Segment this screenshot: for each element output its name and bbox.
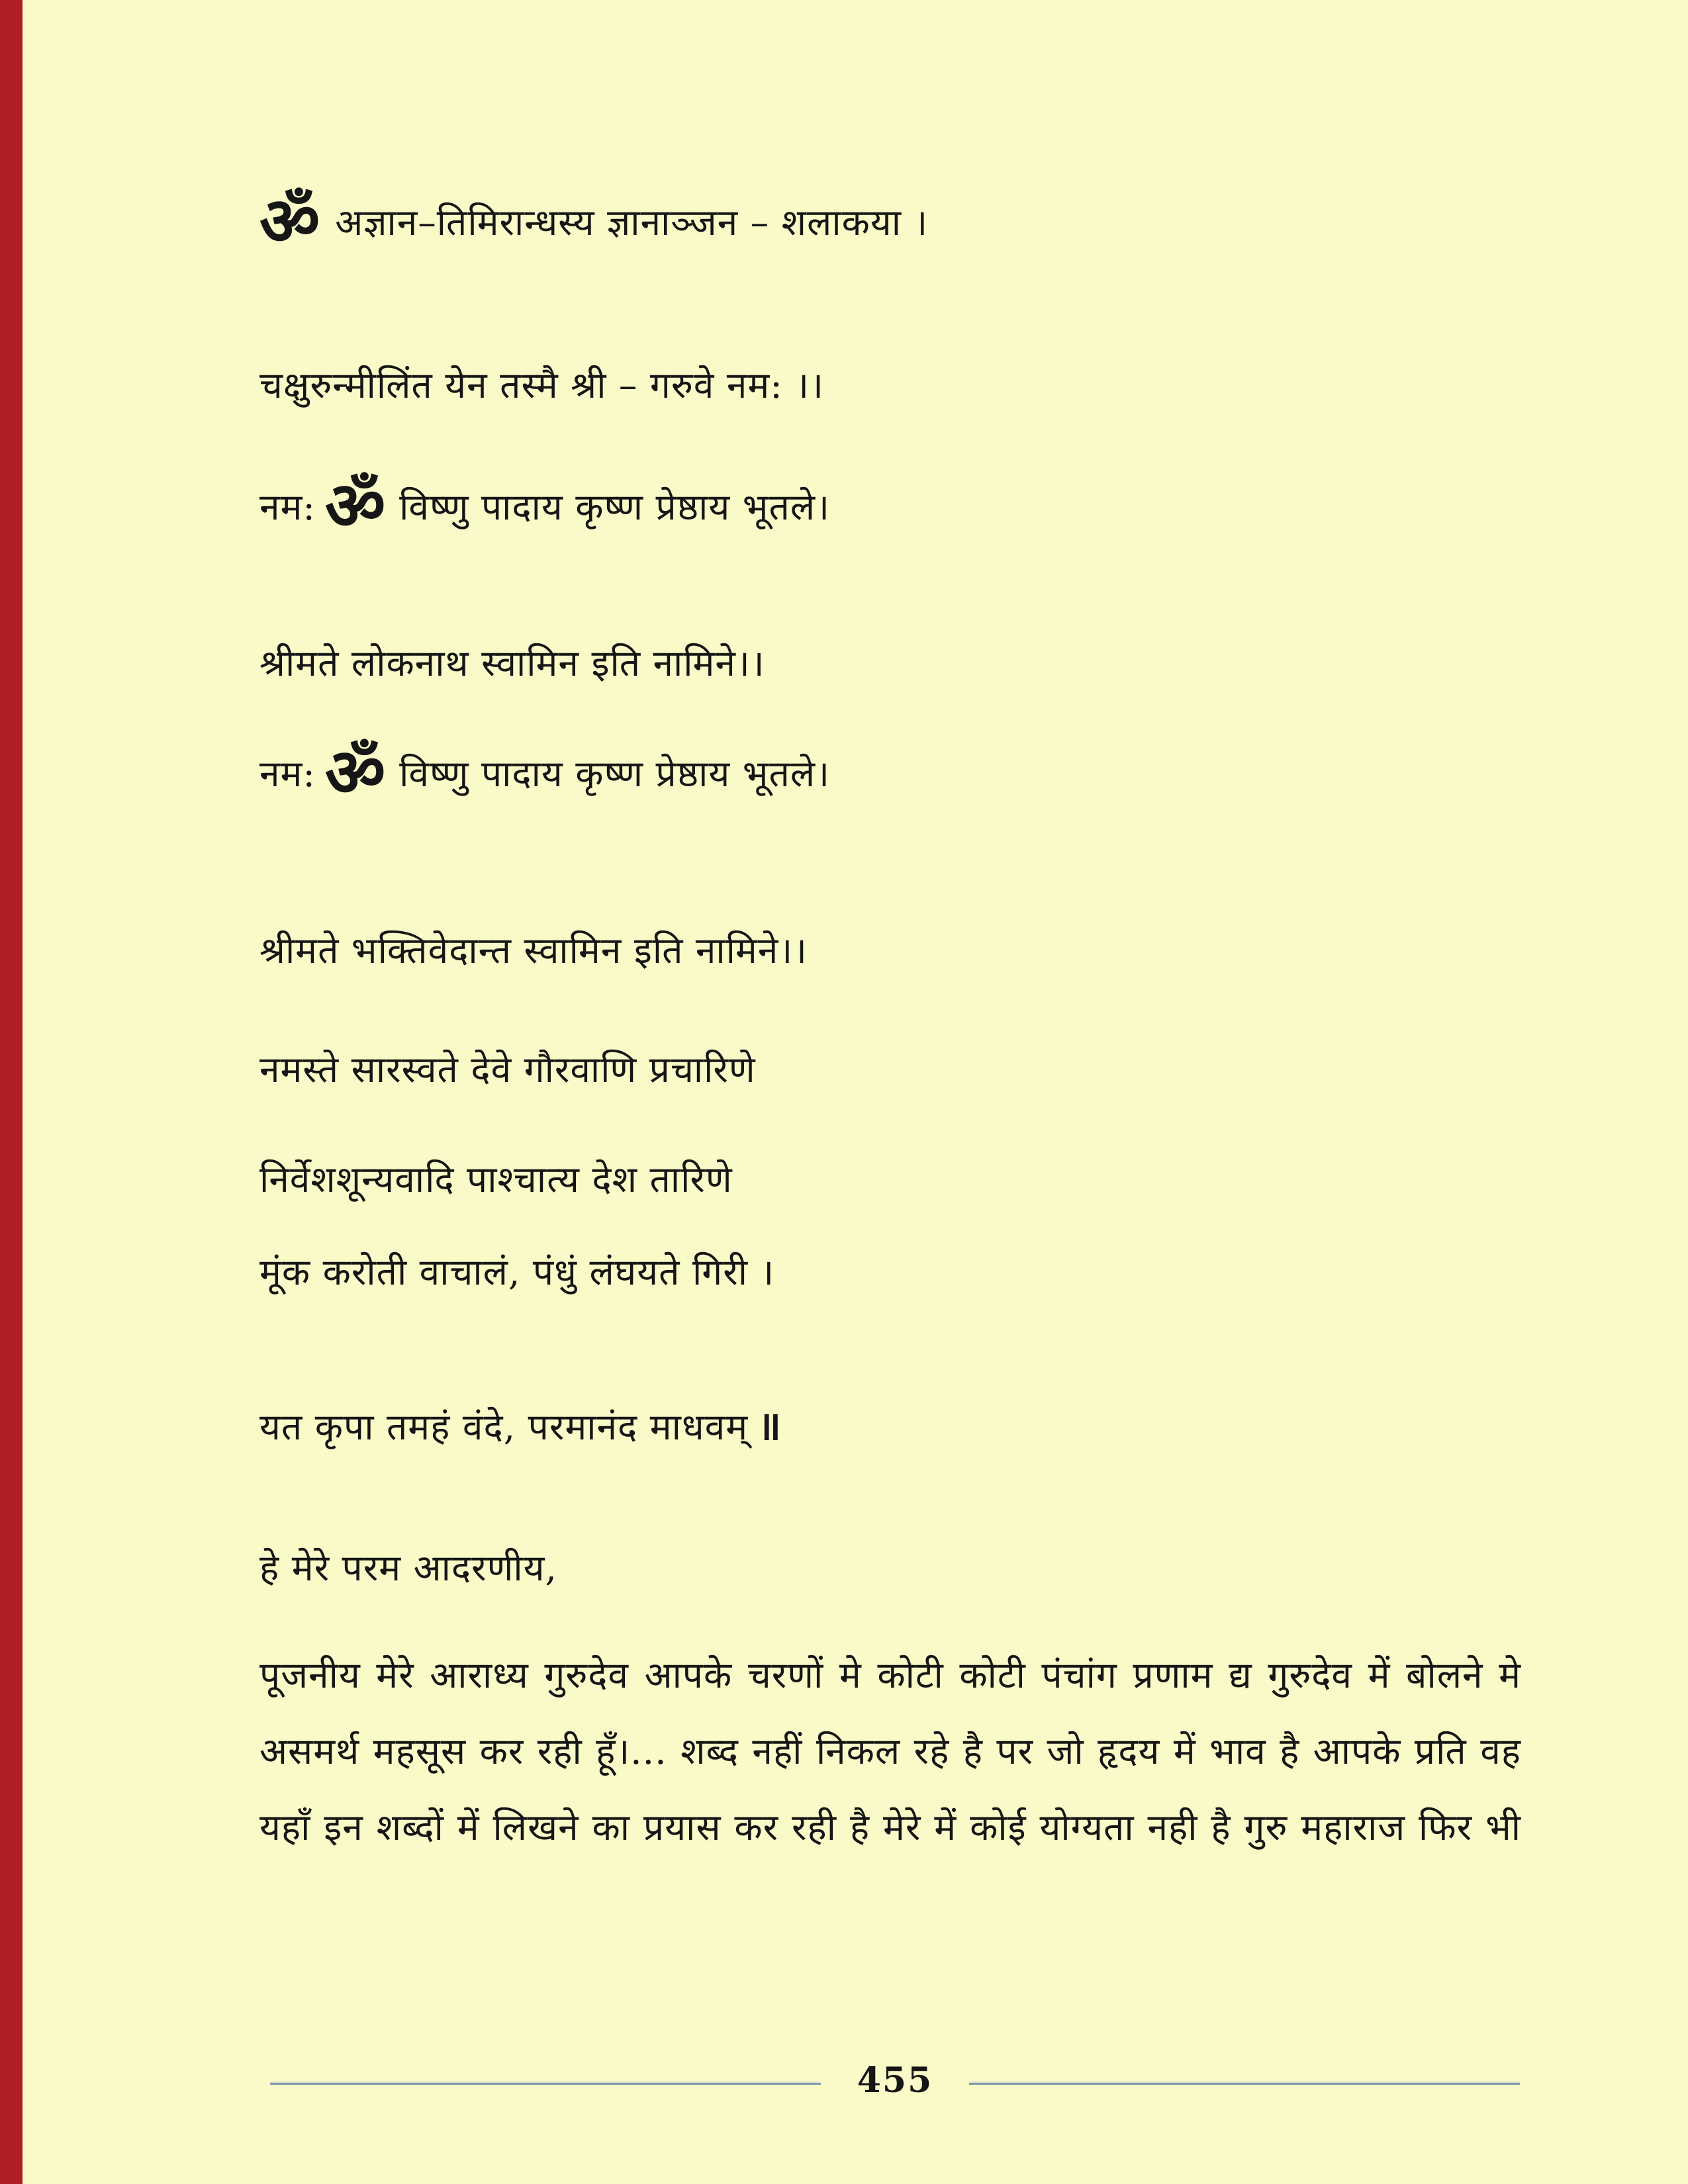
om-icon: ॐ	[324, 467, 387, 545]
verse-line-10	[259, 1402, 782, 1451]
double-danda-mark: ॥	[757, 1403, 782, 1449]
verse-line-5	[259, 733, 830, 811]
page-number: 455	[857, 2060, 933, 2101]
verse-text: विष्णु पादाय कृष्ण प्रेष्ठाय भूतले।	[399, 752, 830, 795]
footer-rule-right	[969, 2081, 1520, 2085]
paragraph-line-2: असमर्थ महसूस कर रही हूँ।... शब्द नहीं निकल रहे है पर जो हृदय में भाव है आपके प्रति वह	[259, 1730, 1521, 1772]
footer-rule-left	[270, 2081, 821, 2085]
verse-text: हे मेरे परम आदरणीय,	[259, 1547, 557, 1589]
left-margin-stripe	[0, 0, 23, 2184]
verse-text: मूंक करोती वाचालं, पंधुं लंघयते गिरी ।	[259, 1251, 775, 1293]
verse-line-2	[259, 363, 824, 408]
verse-text: श्रीमते लोकनाथ स्वामिन इति नामिने।।	[259, 642, 765, 684]
verse-text: नमस्ते सारस्वते देवे गौरवाणि प्रचारिणे	[259, 1048, 756, 1091]
salutation-line	[259, 1545, 557, 1591]
verse-line-3	[259, 467, 830, 545]
verse-text: अज्ञान–तिमिरान्धस्य ज्ञानाञ्जन – शलाकया ।	[335, 201, 929, 244]
verse-text: विष्णु पादाय कृष्ण प्रेष्ठाय भूतले।	[399, 486, 830, 528]
verse-text: नम:	[259, 486, 316, 528]
verse-line-4	[259, 641, 765, 686]
verse-text: निर्वेशशून्यवादि पाश्चात्य देश तारिणे	[259, 1158, 733, 1201]
verse-line-6	[259, 928, 808, 974]
verse-line-7	[259, 1047, 756, 1093]
page-footer	[270, 2060, 1520, 2102]
paragraph-line-3: यहाँ इन शब्दों में लिखने का प्रयास कर रही है मेरे में कोई योग्यता नही है गुरु महाराज फिर भी	[259, 1806, 1521, 1848]
om-icon: ॐ	[324, 733, 387, 811]
verse-line-9	[259, 1250, 774, 1295]
verse-text: श्रीमते भक्तिवेदान्त स्वामिन इति नामिने।।	[259, 929, 808, 972]
om-icon: ॐ	[259, 182, 321, 260]
paragraph-line-1: पूजनीय मेरे आराध्य गुरुदेव आपके चरणों मे कोटी कोटी पंचांग प्रणाम द्य गुरुदेव में बोलने मे	[259, 1654, 1521, 1696]
verse-text: चक्षुरुन्मीलिंत येन तस्मै श्री – गरुवे नम: ।।	[259, 364, 824, 406]
verse-text: नम:	[259, 752, 316, 795]
verse-text: यत कृपा तमहं वंदे, परमानंद माधवम्	[259, 1406, 749, 1448]
verse-line-1	[259, 182, 929, 260]
verse-line-8	[259, 1157, 733, 1203]
